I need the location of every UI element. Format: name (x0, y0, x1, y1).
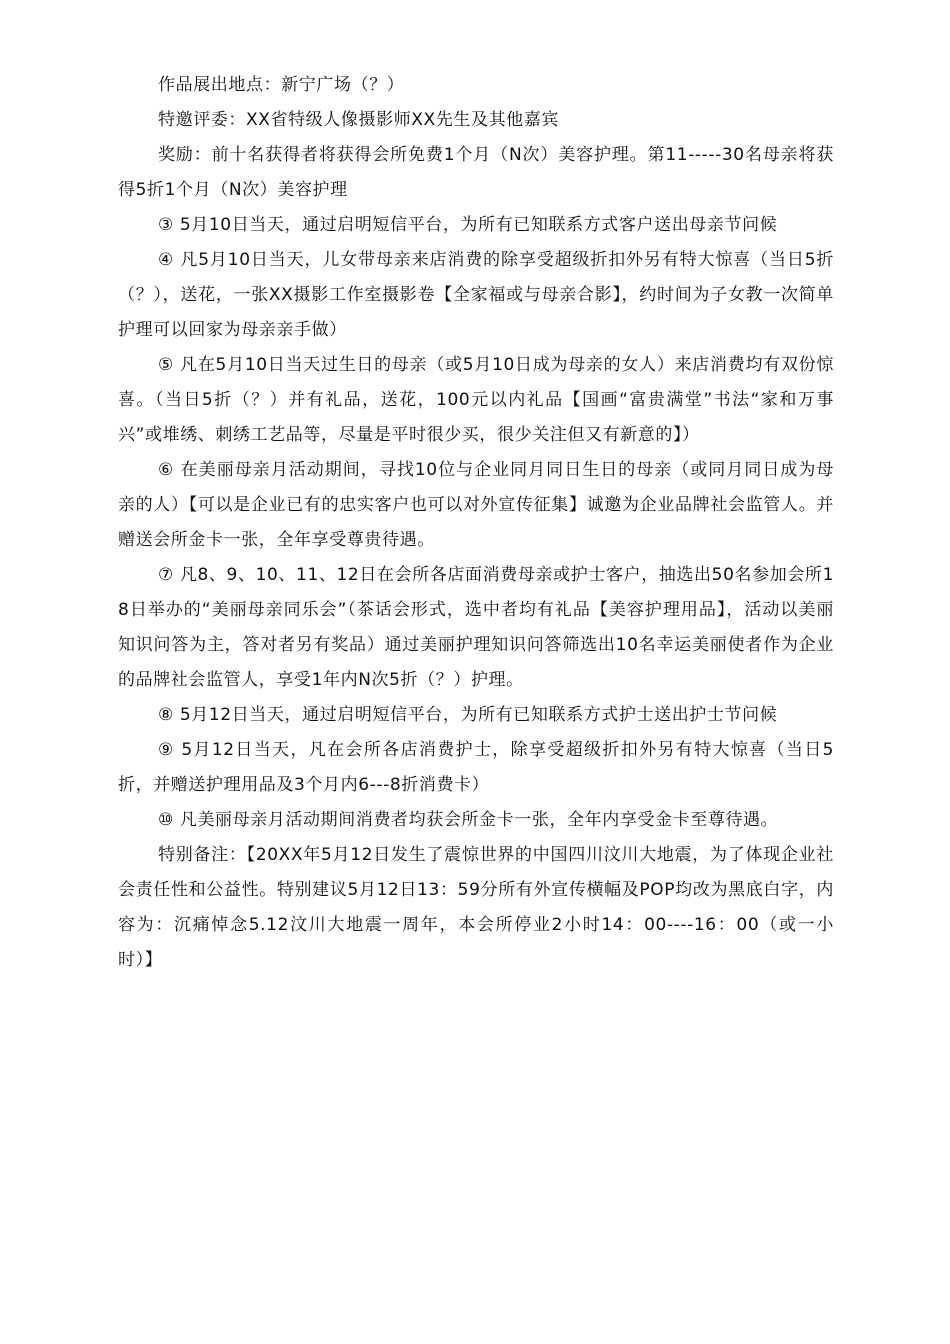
paragraph-item-5: ⑤ 凡在5月10日当天过生日的母亲（或5月10日成为母亲的女人）来店消费均有双份惊喜。（当日5折（？）并有礼品，送花，100元以内礼品【国画“富贵满堂”书法“家和万事兴”或堆绣、刺绣工艺品等，尽量是平时很少买，很少关注但又有新意的】） (118, 355, 834, 445)
paragraph-item-3: ③ 5月10日当天，通过启明短信平台，为所有已知联系方式客户送出母亲节问候 (158, 215, 778, 235)
paragraph-exhibition-location: 作品展出地点：新宁广场（？） (158, 75, 405, 95)
document-body (118, 68, 834, 978)
paragraph-rewards: 奖励：前十名获得者将获得会所免费1个月（N次）美容护理。第11-----30名母亲将获得5折1个月（N次）美容护理 (118, 145, 834, 200)
paragraph-item-10: ⑩ 凡美丽母亲月活动期间消费者均获会所金卡一张，全年内享受金卡至尊待遇。 (158, 810, 779, 830)
paragraph-item-9: ⑨ 5月12日当天，凡在会所各店消费护士，除享受超级折扣外另有特大惊喜（当日5折，并赠送护理用品及3个月内6---8折消费卡） (118, 740, 834, 795)
paragraph-special-note: 特别备注：【20XX年5月12日发生了震惊世界的中国四川汶川大地震，为了体现企业社会责任性和公益性。特别建议5月12日13：59分所有外宣传横幅及POP均改为黑底白字，内容为：沉痛悼念5.12汶川大地震一周年，本会所停业2小时14：00----16：00（或一小时）】 (118, 845, 834, 970)
paragraph-item-7: ⑦ 凡8、9、10、11、12日在会所各店面消费母亲或护士客户，抽选出50名参加会所18日举办的“美丽母亲同乐会”（茶话会形式，选中者均有礼品【美容护理用品】，活动以美丽知识问答为主，答对者另有奖品）通过美丽护理知识问答筛选出10名幸运美丽使者作为企业的品牌社会监管人，享受1年内N次5折（？）护理。 (118, 565, 834, 690)
paragraph-special-judges: 特邀评委：XX省特级人像摄影师XX先生及其他嘉宾 (158, 110, 559, 130)
paragraph-item-8: ⑧ 5月12日当天，通过启明短信平台，为所有已知联系方式护士送出护士节问候 (158, 705, 778, 725)
paragraph-item-4: ④ 凡5月10日当天，儿女带母亲来店消费的除享受超级折扣外另有特大惊喜（当日5折（？），送花，一张XX摄影工作室摄影卷【全家福或与母亲合影】，约时间为子女教一次简单护理可以回家为母亲亲手做） (118, 250, 834, 340)
paragraph-item-6: ⑥ 在美丽母亲月活动期间，寻找10位与企业同月同日生日的母亲（或同月同日成为母亲的人）【可以是企业已有的忠实客户也可以对外宣传征集】诚邀为企业品牌社会监管人。并赠送会所金卡一张，全年享受尊贵待遇。 (118, 460, 834, 550)
